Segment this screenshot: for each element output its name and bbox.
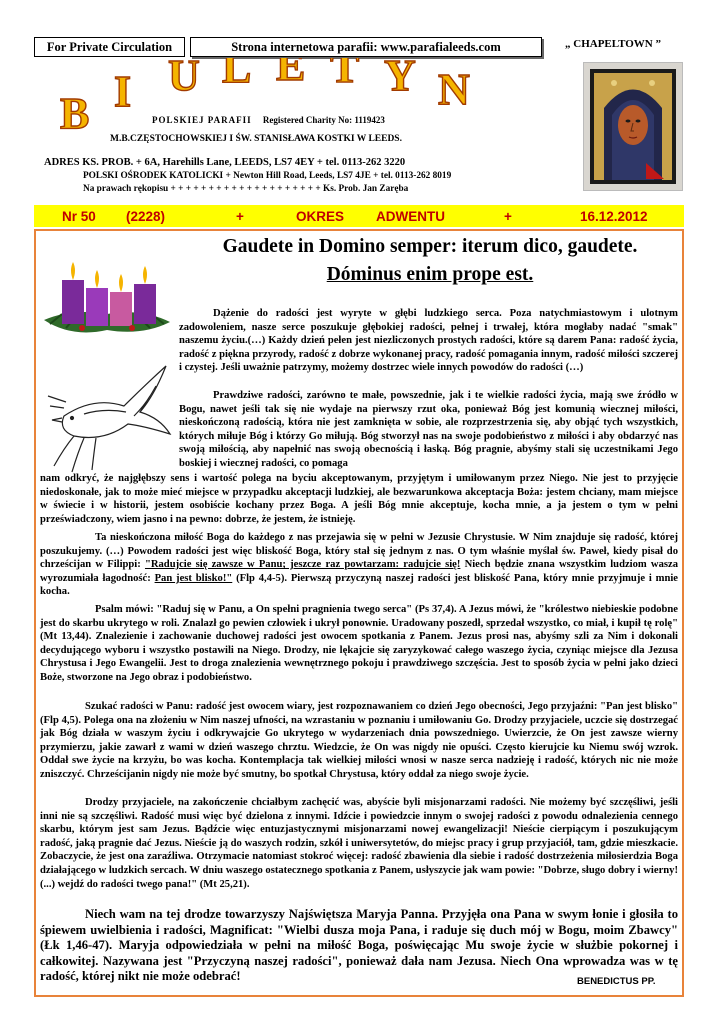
issue-code: (2228): [126, 208, 166, 224]
signature: BENEDICTUS PP.: [577, 976, 656, 987]
paragraph-5: Szukać radości w Panu: radość jest owocem wiary, jest rozpoznawaniem co dzień Jego obecności, Jego przyjaźni: "Pan jest blisko" (Flp 4,5). Polega ona na złożeniu w Nim naszej ufności, na wzrastaniu w poznaniu i umiłowaniu Go. Drodzy przyjaciele, uczcie się dostrzegać jak Bóg działa w waszym życiu i odkrywajcie Go ukrytego w wydarzeniach dnia powszedniego. Uwierzcie, że On jest zawsze wierny przymierzu, jakie zawarł z wami w dzień waszego chrztu. Wiedzcie, że On was nigdy nie opuści. Często kierujcie ku Niemu swój wzrok. Oddał swe życie na krzyżu, bo was kocha. Kontemplacja tak wielkiej miłości wnosi w nasze serca nadzieję i radość, których nic nie może zniszczyć. Chrześcijanin nigdy nie może być smutny, bo spotkał Chrystusa, który oddał za niego swoje życie.: [40, 701, 678, 780]
catholic-centre-address: POLSKI OŚRODEK KATOLICKI + Newton Hill Road, Leeds, LS7 4JE + tel. 0113-262 8019: [83, 171, 452, 181]
paragraph-6: Drodzy przyjaciele, na zakończenie chciałbym zachęcić was, abyście byli misjonarzami radości. Nie możemy być szczęśliwi, jeśli inni nie są szczęśliwi. Radość musi więc być dzielona z innymi. Idźcie i powiedzcie innym o swojej radości z powodu odnalezienia cennego skarbu, którym jest sam Jezus. Bądźcie więc entuzjastycznymi misjonarzami nowej ewangelizacji! Nieście cierpiącym i poszukującym radość, jaką pragnie dać Jezus. Nieście ją do waszych rodzin, szkół i uniwersytetów, do miejsc pracy i grup przyjaciół, tam, gdzie mieszkacie. Zobaczycie, że jest ona zaraźliwa. Otrzymacie natomiast stokroć więcej: radość zbawienia dla siebie i radość dostrzeżenia miłosierdzia Boga działającego w ludzkich sercach. W dniu waszego ostatecznego spotkania z Panem, usłyszycie jak wam powie: "Dobrze, sługo dobry i wierny! (...) wejdź do radości twego pana!" (Mt 25,21).: [40, 797, 678, 890]
paragraph-2a: Prawdziwe radości, zarówno te małe, powszednie, jak i te wielkie radości życia, mają swe źródło w Bogu, nawet jeśli tak się nie wydaje na pierwszy rzut oka, ponieważ Bóg jest komunią wiecznej miłości, nieskończoną radością, która nie jest zamknięta w sobie, ale rozprzestrzenia się, aby objąć tych wszystkich, których miłuje Bóg i którzy Go miłują. Bóg stworzył nas na swoje podobieństwo z miłości i aby obdarzyć nas swoją miłością, aby napełnić nas swoją obecnością i łaską. Bóg pragnie, abyśmy stali się uczestnikami Jego boskiej i wiecznej radości, co pomaga: [179, 390, 678, 469]
season-label-1: OKRES: [296, 208, 345, 224]
issue-separator: +: [236, 208, 244, 224]
parish-short-name: „ CHAPELTOWN ”: [565, 38, 661, 50]
advent-candles-icon: [42, 258, 172, 344]
parish-dedication: M.B.CZĘSTOCHOWSKIEJ I ŚW. STANISŁAWA KOSTKI W LEEDS.: [110, 134, 402, 144]
rights-line: Na prawach rękopisu + + + + + + + + + + + + + + + + + + + + Ks. Prob. Jan Zaręba: [83, 184, 409, 194]
issue-bar: [34, 205, 684, 227]
scripture-quote: "Radujcie się zawsze w Panu; jeszcze raz powtarzam: radujcie się!: [144, 559, 461, 571]
priest-address: ADRES KS. PROB. + 6A, Harehills Lane, LEEDS, LS7 4EY + tel. 0113-262 3220: [44, 157, 406, 168]
website-label: Strona internetowa parafii: www.parafialeeds.com: [190, 37, 542, 57]
issue-separator: +: [504, 208, 512, 224]
issue-number: Nr 50: [62, 208, 96, 224]
paragraph-2b: nam odkryć, że najgłębszy sens i wartość polega na byciu akceptowanym, przyjętym i umiłowanym przez Niego. Nie jest to przyjęcie niedoskonałe, jak to może mieć miejsce w przypadku akceptacji ludzkiej, ale bezwarunkowa akceptacja Boża: jestem chciany, mam miejsce w świecie i w historii, jestem osobiście kochany przez Boga. A jeśli Bóg mnie akceptuje, kocha mnie, a ja jestem o tym w pełni przeświadczony, wiem jasno i na pewno: dobrze, że jestem, że istnieję.: [40, 473, 678, 525]
dove-icon: [44, 356, 176, 480]
parish-line: POLSKIEJ PARAFII Registered Charity No: 1119423: [152, 115, 385, 125]
private-circulation-label: For Private Circulation: [34, 37, 185, 57]
madonna-icon: [583, 62, 683, 191]
masthead-title: B I U L E T Y N: [60, 58, 470, 138]
paragraph-4: Psalm mówi: "Raduj się w Panu, a On spełni pragnienia twego serca" (Ps 37,4). A Jezus mówi, że "królestwo niebieskie podobne jest do skarbu ukrytego w roli. Znalazł go pewien człowiek i ukrył ponownie. Uradowany poszedł, sprzedał wszystko, co miał, i kupił tę rolę" (Mt 13,44). Znalezienie i zachowanie duchowej radości jest owocem spotkania z Panem. Jezus prosi nas, abyśmy szli za Nim i dokonali decydującego wyboru i wszystko postawili na Niego. Drodzy, nie lękajcie się zaryzykować całego waszego życia, czyniąc miejsce dla Jezusa Chrystusa i Jego Ewangelii. Jest to droga znalezienia wewnętrznego pokoju i prawdziwego szczęścia. Jest to sposób życia w pełni jako dzieci Boże, stworzone na Jego obraz i podobieństwo.: [40, 604, 678, 683]
scripture-quote: Pan jest blisko!": [154, 572, 233, 584]
article-title: Gaudete in Domino semper: iterum dico, gaudete.: [222, 236, 638, 257]
paragraph-7: Niech wam na tej drodze towarzyszy Najświętsza Maryja Panna. Przyjęła ona Pana w swym łonie i głosiła to śpiewem uwielbienia i radości, Magnificat: "Wielbi dusza moja Pana, i raduje się duch mój w Bogu, moim Zbawcy" (Łk 1,46-47). Maryja odpowiedziała w pełni na miłość Boga, poświęcając Mu swoje życie w służbie pokornej i całkowitej. Nazywana jest "Przyczyną naszej radości", ponieważ dała nam Jezusa. Niech Ona wprowadza was w tę radość, której nikt nie może odebrać!: [40, 907, 678, 984]
season-label-2: ADWENTU: [376, 208, 445, 224]
paragraph-1: Dążenie do radości jest wyryte w głębi ludzkiego serca. Poza natychmiastowym i ulotnym zadowoleniem, nasze serce poszukuje głębokiej radości, pełnej i trwałej, która mogłaby nadać "smak" naszemu życiu.(…) Każdy dzień pełen jest niezliczonych prostych radości, które są darem Pana: radość życia, radość z piękna przyrody, radość z dobrze wykonanej pracy, radość pomagania innym, radość miłości szczerej i czystej. Jeśli uważnie patrzymy, możemy dostrzec wiele innych powodów do radości (…): [179, 308, 678, 374]
paragraph-3: Ta nieskończona miłość Boga do każdego z nas przejawia się w pełni w Jezusie Chrystusie. W Nim znajduje się radość, której poszukujemy. (…) Powodem radości jest więc bliskość Boga, który stał się jednym z nas. O tym właśnie myślał św. Paweł, kiedy pisał do chrześcijan w Filippi: "Radujcie się zawsze w Panu; jeszcze raz powtarzam: radujcie się! Niech będzie znana wszystkim ludziom wasza wyrozumiała łagodność: Pan jest blisko!" (Flp 4,4-5). Pierwszą przyczyną naszej radości jest bliskość Pana, który mnie przyjmuje i mnie kocha.: [40, 532, 678, 598]
issue-date: 16.12.2012: [580, 208, 648, 224]
article-subtitle: Dóminus enim prope est.: [326, 264, 534, 285]
